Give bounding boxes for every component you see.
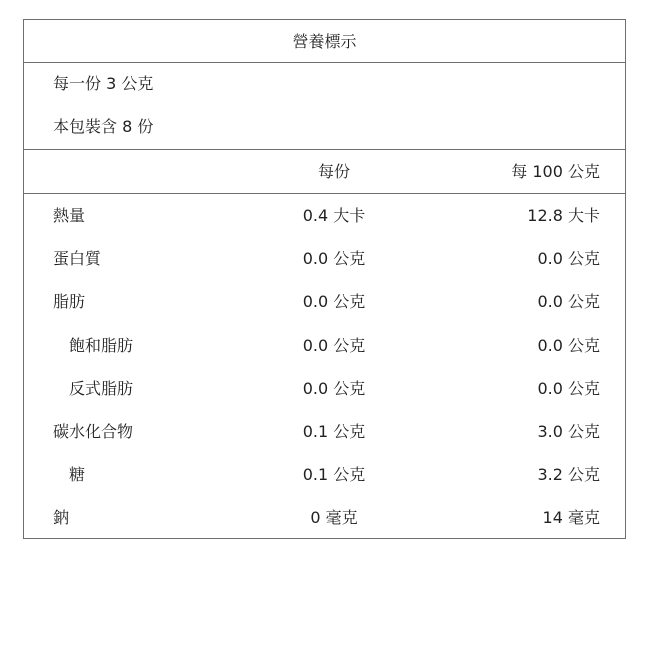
serving-size: 每一份 3 公克 bbox=[53, 74, 154, 93]
nutrient-rows bbox=[24, 194, 625, 540]
nutrient-per-100g: 3.2 公克 bbox=[537, 465, 600, 485]
nutrient-per-serving: 0.1 公克 bbox=[302, 465, 366, 485]
nutrition-title: 營養標示 bbox=[24, 20, 625, 63]
nutrient-row-protein bbox=[24, 237, 625, 280]
nutrient-per-serving: 0.0 公克 bbox=[302, 292, 366, 312]
nutrient-per-serving: 0.0 公克 bbox=[302, 249, 366, 269]
nutrient-per-serving: 0.0 公克 bbox=[302, 378, 366, 398]
column-header-per-serving: 每份 bbox=[317, 162, 350, 181]
nutrient-row-fat bbox=[24, 280, 625, 323]
nutrient-name: 糖 bbox=[69, 465, 86, 485]
nutrient-name: 鈉 bbox=[53, 508, 70, 528]
nutrient-row-carbohydrate bbox=[24, 410, 625, 453]
nutrient-per-100g: 0.0 公克 bbox=[537, 378, 600, 398]
nutrient-name: 脂肪 bbox=[53, 292, 86, 312]
nutrient-name: 碳水化合物 bbox=[53, 421, 134, 441]
column-header-per-100g: 每 100 公克 bbox=[511, 162, 600, 181]
nutrient-per-serving: 0.0 公克 bbox=[302, 335, 366, 355]
nutrient-per-100g: 0.0 公克 bbox=[537, 249, 600, 269]
nutrient-row-sodium bbox=[24, 496, 625, 539]
nutrient-per-serving: 0.1 公克 bbox=[302, 421, 366, 441]
nutrient-name: 反式脂肪 bbox=[69, 378, 134, 398]
nutrient-per-100g: 0.0 公克 bbox=[537, 335, 600, 355]
nutrient-row-saturated-fat bbox=[24, 324, 625, 367]
nutrient-per-100g: 14 毫克 bbox=[542, 508, 600, 528]
servings-per-package: 本包裝含 8 份 bbox=[53, 117, 154, 136]
nutrient-name: 飽和脂肪 bbox=[69, 335, 134, 355]
nutrient-per-100g: 0.0 公克 bbox=[537, 292, 600, 312]
nutrient-per-100g: 3.0 公克 bbox=[537, 421, 600, 441]
nutrient-per-serving: 0 毫克 bbox=[310, 508, 358, 528]
nutrient-per-serving: 0.4 大卡 bbox=[302, 206, 366, 225]
nutrient-per-100g: 12.8 大卡 bbox=[527, 206, 600, 225]
nutrient-name: 熱量 bbox=[53, 206, 86, 225]
column-header-row bbox=[24, 150, 625, 194]
serving-info bbox=[24, 63, 625, 150]
nutrition-facts-panel bbox=[23, 19, 626, 539]
nutrient-name: 蛋白質 bbox=[53, 249, 102, 269]
nutrient-row-sugar bbox=[24, 453, 625, 496]
nutrient-row-trans-fat bbox=[24, 367, 625, 410]
nutrient-row-calories bbox=[24, 194, 625, 237]
